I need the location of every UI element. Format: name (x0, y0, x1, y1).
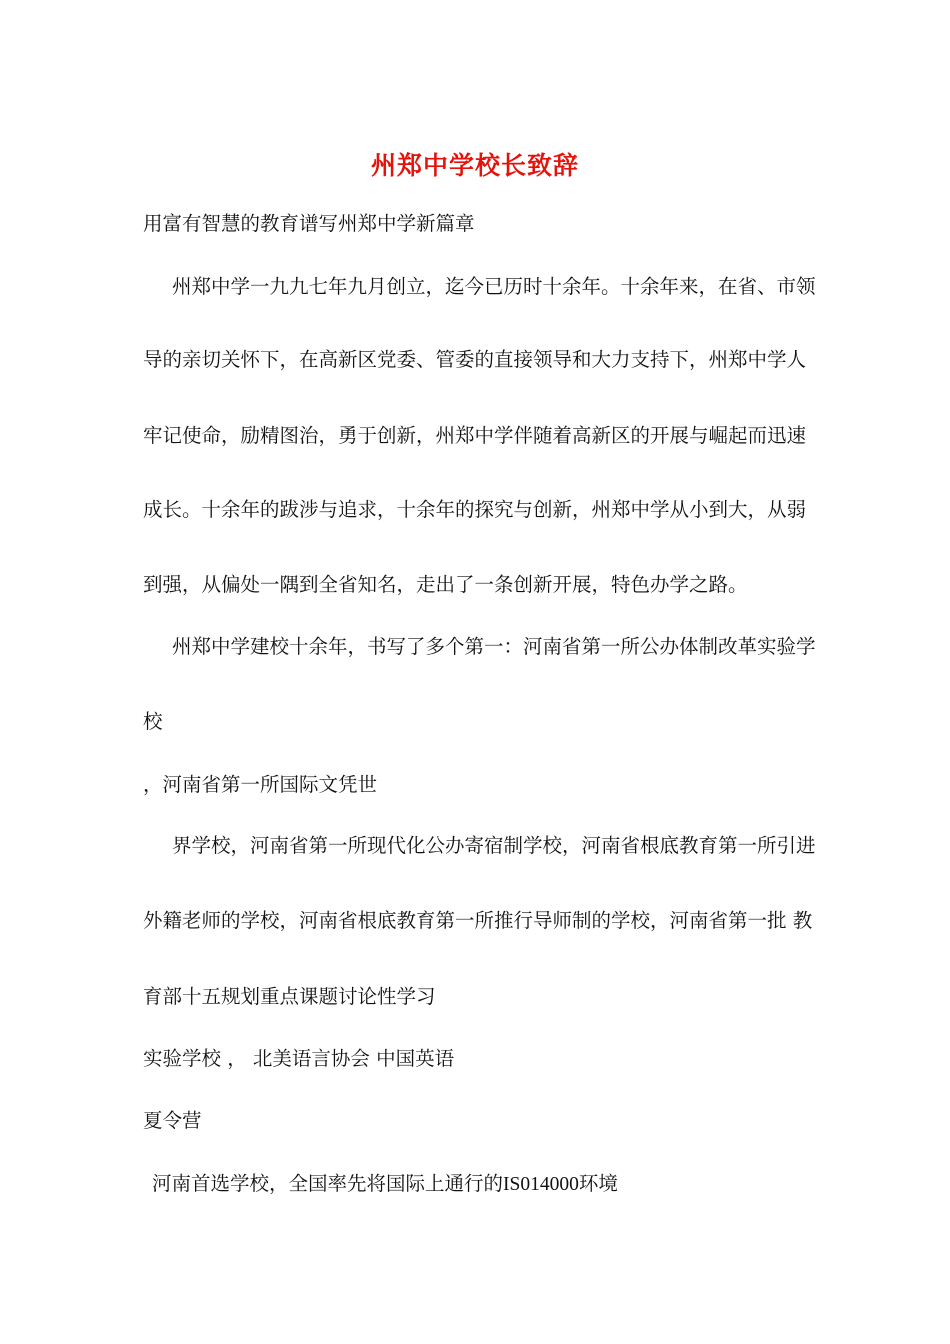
paragraph-line: 界学校，河南省第一所现代化公办寄宿制学校，河南省根底教育第一所引进 (172, 834, 816, 857)
paragraph-line: 州郑中学建校十余年，书写了多个第一：河南省第一所公办体制改革实验学 (172, 635, 816, 658)
standard-code: IS014000 (503, 1174, 579, 1195)
page-title: 州郑中学校长致辞 (370, 151, 579, 180)
paragraph-line: 育部十五规划重点课题讨论性学习 (143, 985, 436, 1008)
paragraph-line: ，河南省第一所国际文凭世 (143, 773, 378, 796)
paragraph-line: 牢记使命，励精图治，勇于创新，州郑中学伴随着高新区的开展与崛起而迅速 (143, 424, 807, 447)
paragraph-line: 夏令营 (143, 1109, 202, 1132)
paragraph-line: 成长。十余年的跋涉与追求，十余年的探究与创新，州郑中学从小到大，从弱 (143, 498, 807, 521)
paragraph-line: 外籍老师的学校，河南省根底教育第一所推行导师制的学校，河南省第一批 教 (143, 909, 813, 932)
paragraph-line: 校 (143, 710, 163, 733)
paragraph-line: 导的亲切关怀下，在高新区党委、管委的直接领导和大力支持下，州郑中学人 (143, 348, 807, 371)
paragraph-line (152, 1169, 618, 1200)
subtitle: 用富有智慧的教育谱写州郑中学新篇章 (143, 212, 475, 235)
paragraph-line: 实验学校 ， 北美语言协会 中国英语 (143, 1047, 455, 1070)
line-text: 环境 (578, 1172, 618, 1195)
paragraph-line: 州郑中学一九九七年九月创立，迄今已历时十余年。十余年来，在省、市领 (172, 275, 816, 298)
line-text: 河南首选学校，全国率先将国际上通行的 (152, 1172, 504, 1195)
paragraph-line: 到强，从偏处一隅到全省知名，走出了一条创新开展，特色办学之路。 (143, 573, 748, 596)
